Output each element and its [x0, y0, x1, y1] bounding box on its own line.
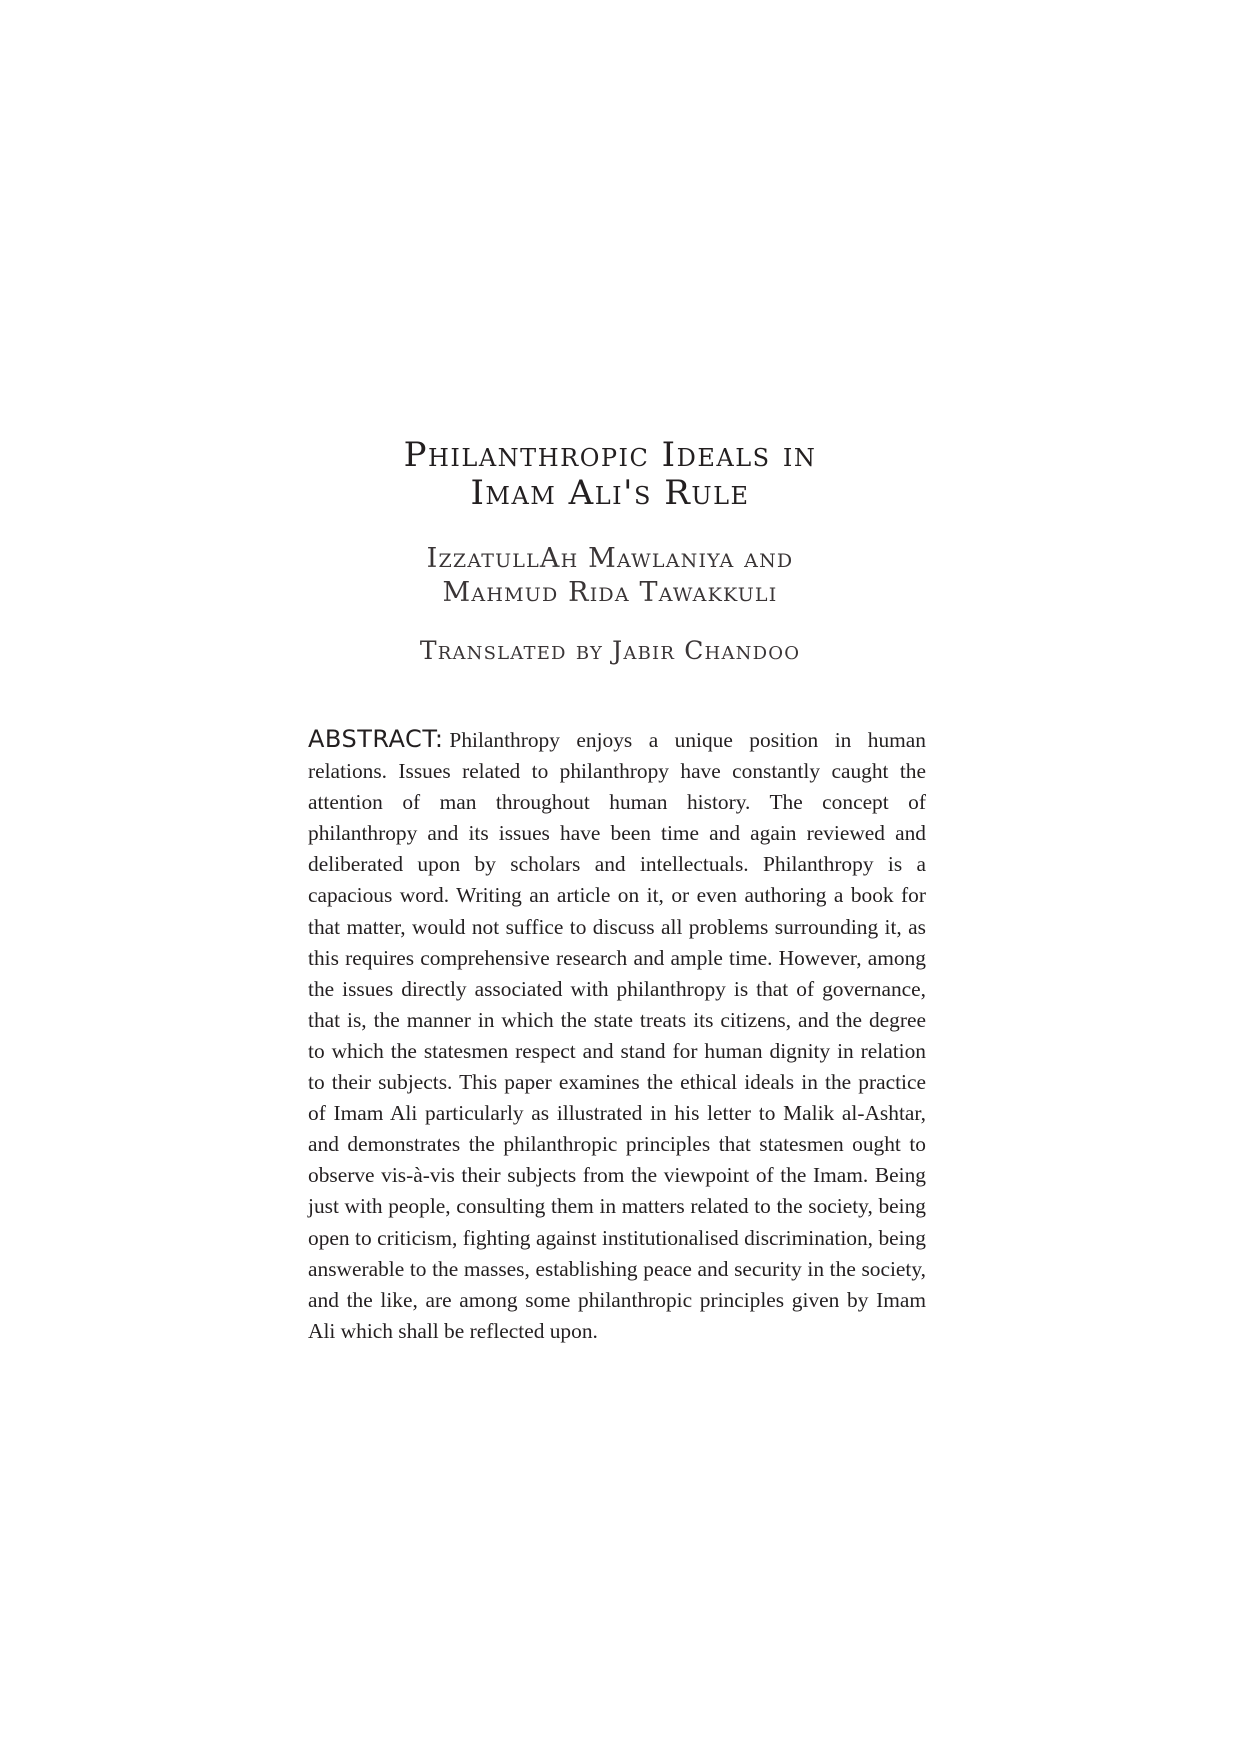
abstract-text: Philanthropy enjoys a unique position in human relations. Issues related to philanthropy have constantly caught the attention of man throughout human history. The concept of philanthropy and its issues have been time and again reviewed and deliberated upon by scholars and intellectuals. Philanthropy is a capacious word. Writing an article on it, or even authoring a book for that matter, would not suffice to discuss all problems surrounding it, as this requires comprehensive research and ample time. However, among the issues directly associated with philanthropy is that of governance, that is, the manner in which the state treats its citizens, and the degree to which the statesmen respect and stand for human dignity in relation to their subjects. This paper examines the ethical ideals in the practice of Imam Ali particularly as illustrated in his letter to Malik al-Ashtar, and demonstrates the philanthropic principles that statesmen ought to observe vis-à-vis their subjects from the viewpoint of the Imam. Being just with people, consulting them in matters related to the society, being open to criticism, fighting against institutionalised discrimination, being answerable to the masses, establishing peace and security in the society, and the like, are among some philanthropic principles given by Imam Ali which shall be reflected upon.: [308, 728, 926, 1343]
article-authors: [300, 542, 920, 610]
abstract-paragraph: [308, 724, 926, 1347]
authors-line-1: IzzatullAh Mawlaniya and: [426, 543, 794, 574]
authors-line-2: Mahmud Rida Tawakkuli: [442, 577, 778, 608]
article-title-line-1: Philanthropic Ideals in: [403, 435, 817, 475]
article-title-line-2: Imam Ali's Rule: [470, 473, 750, 513]
translator-credit: Translated by Jabir Chandoo: [419, 636, 801, 665]
article-header: [300, 436, 920, 666]
abstract-label: ABSTRACT:: [308, 725, 444, 753]
article-title: [300, 436, 920, 512]
